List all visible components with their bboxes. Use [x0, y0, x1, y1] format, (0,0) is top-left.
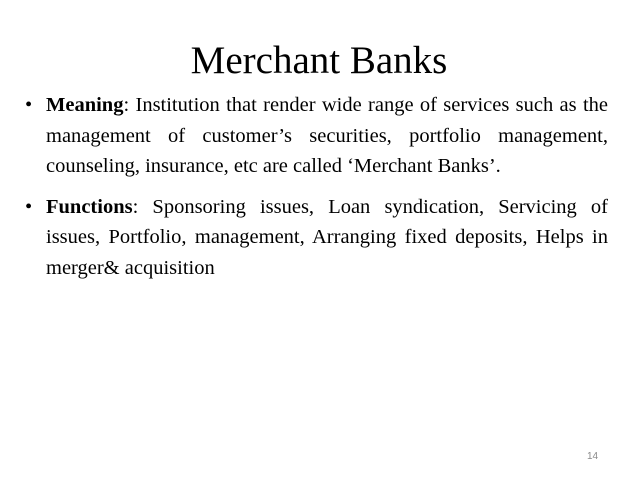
bullet-term: Meaning — [46, 94, 124, 116]
bullet-item-functions — [25, 192, 608, 284]
bullet-icon: • — [25, 94, 33, 116]
bullet-item-meaning — [25, 90, 608, 182]
slide-title: Merchant Banks — [190, 39, 448, 82]
bullet-icon: • — [25, 195, 33, 218]
bullet-list — [25, 90, 608, 294]
bullet-text: Institution that render wide range of services such as the management of customer’s securities, portfolio management, counseling, insurance, etc are called ‘Merchant Banks’. — [46, 94, 608, 178]
bullet-separator: : — [132, 195, 139, 218]
bullet-text: Sponsoring issues, Loan syndication, Servicing of issues, Portfolio, management, Arranging fixed deposits, Helps in merger& acquisition — [46, 195, 608, 279]
bullet-separator: : — [123, 94, 130, 116]
bullet-term: Functions — [46, 195, 133, 218]
page-number: 14 — [587, 451, 599, 462]
